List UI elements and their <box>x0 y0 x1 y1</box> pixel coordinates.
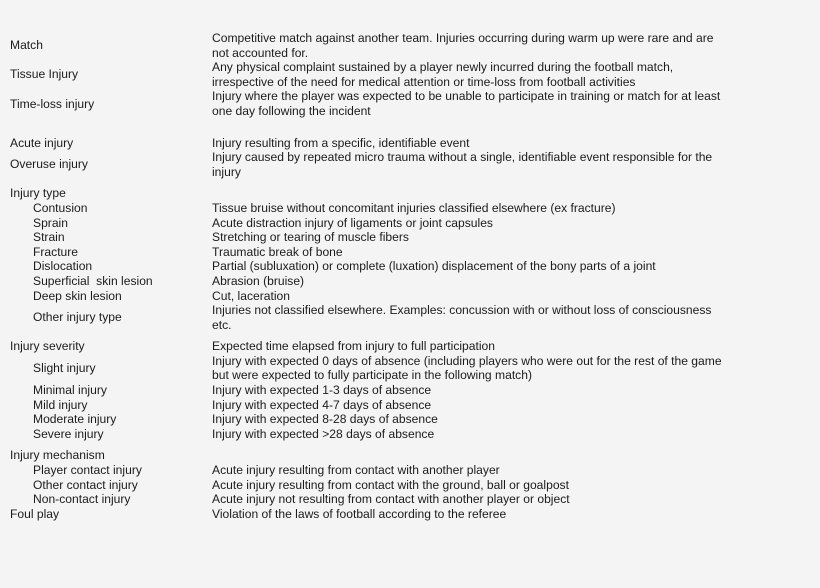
definition-row <box>0 289 820 304</box>
definition-term: Sprain <box>33 215 68 230</box>
definition-term: Other contact injury <box>33 477 138 492</box>
definition-description-line: Injury with expected >28 days of absence <box>212 426 435 441</box>
definition-term: Match <box>10 38 43 53</box>
definition-description-line: Injury with expected 4-7 days of absence <box>212 397 432 412</box>
definition-row <box>0 427 820 442</box>
definition-description <box>212 448 820 463</box>
definition-description-line: Partial (subluxation) or complete (luxation) displacement of the bony parts of a joint <box>212 259 656 274</box>
definition-term: Non-contact injury <box>33 492 131 507</box>
definition-description-line: not accounted for. <box>212 45 309 60</box>
definition-row <box>0 463 820 478</box>
definition-row <box>0 383 820 398</box>
definition-row <box>0 398 820 413</box>
definition-row <box>0 354 820 383</box>
definition-description-line: one day following the incident <box>212 103 371 118</box>
definition-row <box>0 274 820 289</box>
definition-term: Other injury type <box>33 310 122 325</box>
definition-description-line: Injuries not classified elsewhere. Examples: concussion with or without loss of consciousness <box>212 303 712 318</box>
definition-description <box>212 354 820 383</box>
definition-term: Mild injury <box>33 397 88 412</box>
definition-description <box>212 245 820 260</box>
definition-description-line: Injury with expected 8-28 days of absence <box>212 412 438 427</box>
section-gap <box>0 119 820 136</box>
definition-term: Player contact injury <box>33 463 142 478</box>
section-gap <box>0 332 820 339</box>
definition-description-line: but were expected to fully participate in the following match) <box>212 368 532 383</box>
definition-description-line: Injury where the player was expected to be unable to participate in training or match for at least <box>212 89 721 104</box>
definition-description-line: Traumatic break of bone <box>212 244 343 259</box>
definition-description <box>212 89 820 118</box>
definition-description-line: Violation of the laws of football according to the referee <box>212 506 507 521</box>
definition-description-line: Injury with expected 1-3 days of absence <box>212 383 432 398</box>
definition-description <box>212 463 820 478</box>
definition-description <box>212 150 820 179</box>
definition-term: Contusion <box>33 200 88 215</box>
definition-description-line: Injury resulting from a specific, identifiable event <box>212 135 470 150</box>
definition-description-line: irrespective of the need for medical attention or time-loss from football activities <box>212 74 636 89</box>
definition-description <box>212 339 820 354</box>
definition-term: Deep skin lesion <box>33 288 122 303</box>
definition-term: Tissue Injury <box>10 67 79 82</box>
definition-description-line: injury <box>212 164 241 179</box>
definition-description <box>212 412 820 427</box>
definitions-group-injury-onset <box>0 136 820 180</box>
definition-description-line: Injury caused by repeated micro trauma without a single, identifiable event responsible for the <box>212 150 713 165</box>
definition-description <box>212 478 820 493</box>
definition-term: Acute injury <box>10 135 74 150</box>
definition-description <box>212 31 820 60</box>
definition-description <box>212 274 820 289</box>
definitions-group-injury-mechanism <box>0 448 820 521</box>
definition-description-line <box>212 186 806 201</box>
definition-term: Slight injury <box>33 361 96 376</box>
definition-row <box>0 448 820 463</box>
section-gap <box>0 441 820 448</box>
definition-term: Time-loss injury <box>10 96 95 111</box>
definition-term: Injury mechanism <box>10 448 105 463</box>
definition-description-line: Abrasion (bruise) <box>212 273 305 288</box>
definition-description <box>212 427 820 442</box>
definition-row <box>0 412 820 427</box>
definition-row <box>0 339 820 354</box>
definition-row <box>0 150 820 179</box>
definition-description-line: Acute injury not resulting from contact with another player or object <box>212 492 570 507</box>
definition-description-line: Injury with expected 0 days of absence (including players who were out for the rest of the game <box>212 353 722 368</box>
definition-description-line: Tissue bruise without concomitant injuries classified elsewhere (ex fracture) <box>212 200 616 215</box>
definitions-group-general-definitions <box>0 31 820 119</box>
definition-term: Injury severity <box>10 339 85 354</box>
definition-description-line <box>212 448 806 463</box>
definition-term: Superficial skin lesion <box>33 273 153 288</box>
definition-description <box>212 507 820 522</box>
definition-row <box>0 492 820 507</box>
definition-description <box>212 289 820 304</box>
definition-row <box>0 216 820 231</box>
definition-description <box>212 259 820 274</box>
definition-description <box>212 492 820 507</box>
definition-row <box>0 186 820 201</box>
definition-description-line: Acute injury resulting from contact with another player <box>212 463 500 478</box>
definition-term: Severe injury <box>33 426 104 441</box>
definition-row <box>0 507 820 522</box>
definition-description-line: etc. <box>212 317 232 332</box>
definition-row <box>0 201 820 216</box>
definition-description-line: Competitive match against another team. Injuries occurring during warm up were rare and are <box>212 31 714 45</box>
definition-row <box>0 245 820 260</box>
definition-description-line: Any physical complaint sustained by a player newly incurred during the football match, <box>212 60 674 75</box>
definition-term: Fracture <box>33 244 79 259</box>
definition-row <box>0 136 820 151</box>
definition-description <box>212 303 820 332</box>
definition-term: Overuse injury <box>10 157 88 172</box>
definition-term: Foul play <box>10 506 60 521</box>
definitions-group-injury-severity <box>0 339 820 441</box>
definition-term: Injury type <box>10 186 66 201</box>
definition-description-line: Stretching or tearing of muscle fibers <box>212 230 409 245</box>
definition-row <box>0 60 820 89</box>
definition-description <box>212 201 820 216</box>
definition-row <box>0 259 820 274</box>
definition-row <box>0 478 820 493</box>
definition-description <box>212 136 820 151</box>
definition-description-line: Expected time elapsed from injury to full participation <box>212 339 495 354</box>
definition-description-line: Acute distraction injury of ligaments or joint capsules <box>212 215 493 230</box>
definition-description <box>212 230 820 245</box>
definition-term: Dislocation <box>33 259 93 274</box>
definition-description <box>212 216 820 231</box>
definitions-group-injury-type <box>0 186 820 332</box>
definition-row <box>0 303 820 332</box>
definition-description <box>212 186 820 201</box>
definition-term: Strain <box>33 230 65 245</box>
definition-description <box>212 60 820 89</box>
definition-row <box>0 31 820 60</box>
definition-row <box>0 230 820 245</box>
definition-description-line: Acute injury resulting from contact with the ground, ball or goalpost <box>212 477 569 492</box>
definition-term: Minimal injury <box>33 383 107 398</box>
definition-description-line: Cut, laceration <box>212 288 290 303</box>
definition-term: Moderate injury <box>33 412 117 427</box>
section-gap <box>0 179 820 186</box>
definition-description <box>212 398 820 413</box>
definition-description <box>212 383 820 398</box>
definition-row <box>0 89 820 118</box>
